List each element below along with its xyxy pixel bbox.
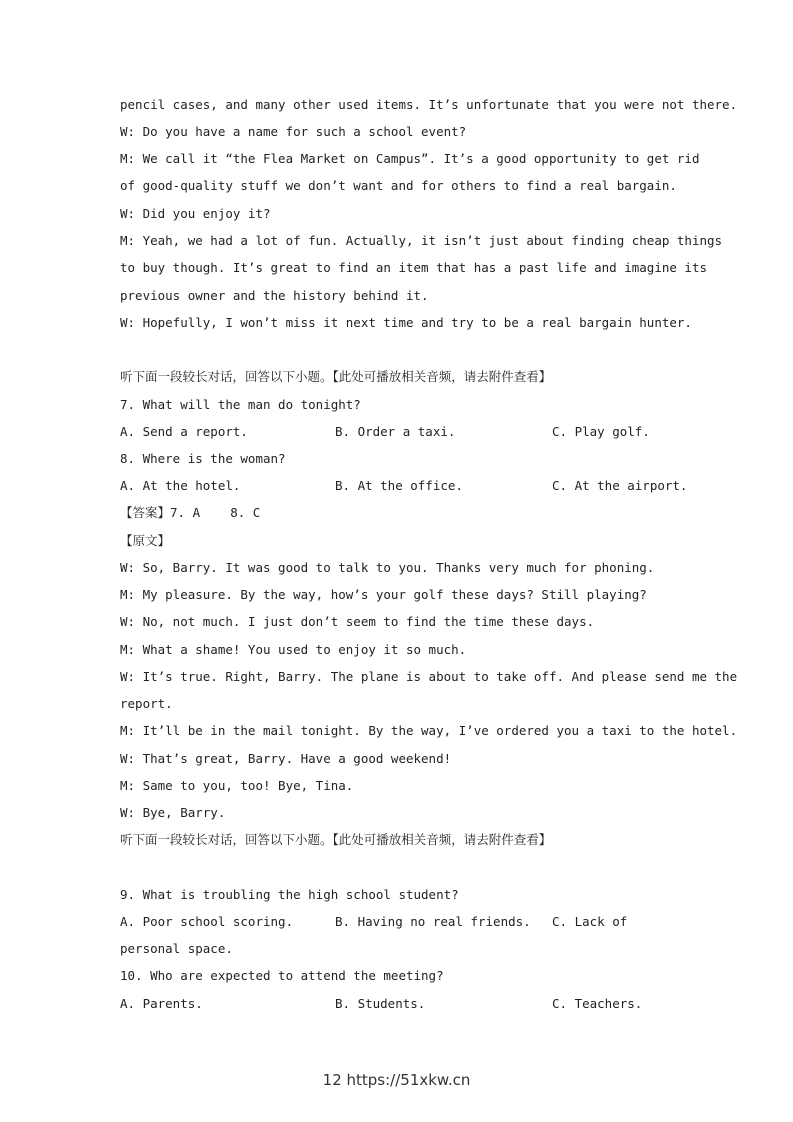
transcript-line: W: Bye, Barry. xyxy=(120,805,226,820)
option-10a: A. Parents. xyxy=(120,996,203,1011)
transcript-line: W: Hopefully, I won’t miss it next time and try to be a real bargain hunter. xyxy=(120,315,692,330)
option-9c-continued: personal space. xyxy=(120,941,233,956)
section-instruction: 听下面一段较长对话，回答以下小题。【此处可播放相关音频，请去附件查看】 xyxy=(120,369,552,384)
transcript-line: W: Did you enjoy it? xyxy=(120,206,271,221)
transcript-line: previous owner and the history behind it. xyxy=(120,288,429,303)
option-8c: C. At the airport. xyxy=(552,478,688,493)
transcript-line: M: My pleasure. By the way, how’s your golf these days? Still playing? xyxy=(120,587,647,602)
page-footer: 12 https://51xkw.cn xyxy=(322,1071,471,1089)
transcript-line: W: So, Barry. It was good to talk to you. Thanks very much for phoning. xyxy=(120,560,655,575)
option-8b: B. At the office. xyxy=(335,478,463,493)
original-heading: 【原文】 xyxy=(120,533,171,548)
question-8: 8. Where is the woman? xyxy=(120,451,286,466)
transcript-line: report. xyxy=(120,696,173,711)
answer-line: 【答案】7. A 8. C xyxy=(120,505,261,520)
option-8a: A. At the hotel. xyxy=(120,478,241,493)
option-10c: C. Teachers. xyxy=(552,996,643,1011)
question-7: 7. What will the man do tonight? xyxy=(120,397,361,412)
option-9a: A. Poor school scoring. xyxy=(120,914,294,929)
transcript-line: W: Do you have a name for such a school event? xyxy=(120,124,467,139)
option-10b: B. Students. xyxy=(335,996,426,1011)
transcript-line: W: That’s great, Barry. Have a good weekend! xyxy=(120,751,452,766)
section-instruction: 听下面一段较长对话，回答以下小题。【此处可播放相关音频，请去附件查看】 xyxy=(120,832,552,847)
option-7c: C. Play golf. xyxy=(552,424,650,439)
question-10: 10. Who are expected to attend the meeting? xyxy=(120,968,444,983)
transcript-line: M: Yeah, we had a lot of fun. Actually, it isn’t just about finding cheap things xyxy=(120,233,723,248)
transcript-line: W: No, not much. I just don’t seem to find the time these days. xyxy=(120,614,595,629)
transcript-line: M: It’ll be in the mail tonight. By the way, I’ve ordered you a taxi to the hotel. xyxy=(120,723,738,738)
option-7a: A. Send a report. xyxy=(120,424,248,439)
transcript-line: of good-quality stuff we don’t want and for others to find a real bargain. xyxy=(120,178,677,193)
option-9c: C. Lack of xyxy=(552,914,628,929)
transcript-line: pencil cases, and many other used items. It’s unfortunate that you were not there. xyxy=(120,97,738,112)
transcript-line: M: What a shame! You used to enjoy it so much. xyxy=(120,642,467,657)
transcript-line: to buy though. It’s great to find an item that has a past life and imagine its xyxy=(120,260,707,275)
transcript-line: M: Same to you, too! Bye, Tina. xyxy=(120,778,354,793)
question-9: 9. What is troubling the high school student? xyxy=(120,887,459,902)
option-9b: B. Having no real friends. xyxy=(335,914,531,929)
transcript-line: W: It’s true. Right, Barry. The plane is about to take off. And please send me the xyxy=(120,669,738,684)
transcript-line: M: We call it “the Flea Market on Campus”. It’s a good opportunity to get rid xyxy=(120,151,700,166)
option-7b: B. Order a taxi. xyxy=(335,424,456,439)
